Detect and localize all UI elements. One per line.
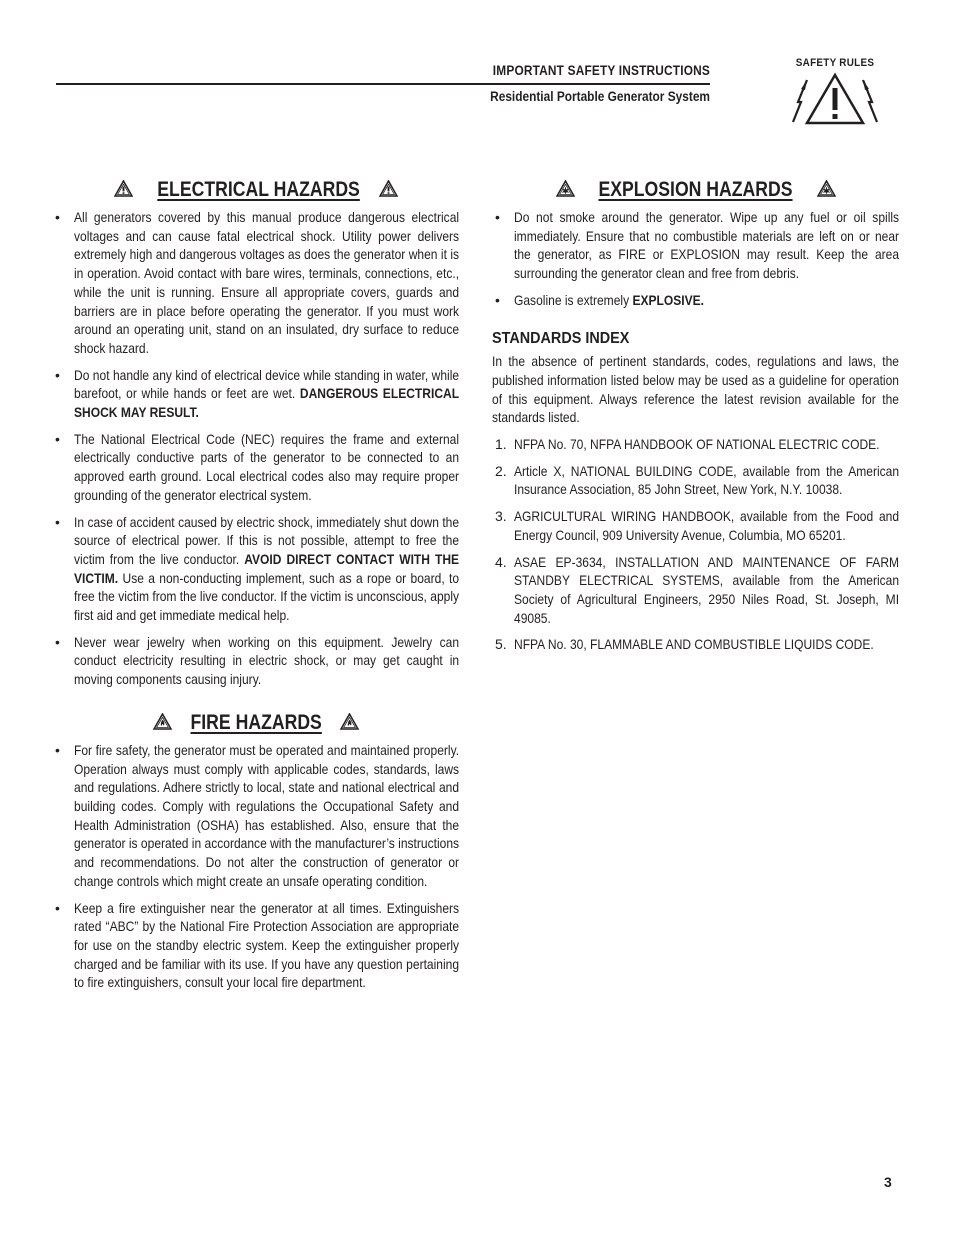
list-item: • Never wear jewelry when working on this equipment. Jewelry can conduct electricity resulting in electric shock, or may get caught in moving components causing injury.: [55, 633, 460, 688]
list-item: • Do not handle any kind of electrical device while standing in water, while barefoot, or while hands or feet are wet. DANGEROUS ELECTRICAL SHOCK MAY RESULT.: [55, 366, 460, 421]
fire-hazards-title: FIRE HAZARDS: [190, 710, 322, 734]
electrical-warning-icon: [791, 72, 879, 126]
fire-hazards-heading: [52, 709, 460, 737]
fire-hazards-list: [52, 741, 460, 992]
warning-triangle-icon: [114, 180, 133, 197]
explosion-warning-icon: [556, 180, 575, 197]
fire-warning-icon: [340, 713, 359, 730]
left-column: [52, 176, 460, 1000]
electrical-hazards-heading: [52, 176, 460, 204]
electrical-hazards-list: [52, 208, 460, 689]
list-item: • Gasoline is extremely EXPLOSIVE.: [495, 291, 705, 308]
warning-triangle-icon: [379, 180, 398, 197]
header-rule: [56, 83, 710, 85]
list-item: 3. AGRICULTURAL WIRING HANDBOOK, available from the Food and Energy Council, 909 University Avenue, Columbia, MO 65201.: [495, 508, 900, 543]
header-subtitle: Residential Portable Generator System: [490, 89, 710, 104]
standards-list: [492, 435, 900, 654]
list-item: • Keep a fire extinguisher near the generator at all times. Extinguishers rated “ABC” by the National Fire Protection Association are appropriate for use on the standby electric system. Keep the extinguisher properly charged and be familiar with its use. If you have any question pertaining to fire extinguishers, consult your local fire department.: [55, 899, 460, 991]
list-item: • In case of accident caused by electric shock, immediately shut down the source of electrical power. If this is not possible, attempt to free the victim from the live conductor. AVOID DIRECT CONTACT WITH THE VICTIM. Use a non-conducting implement, such as a rope or board, to free the victim from the live conductor. If the victim is unconscious, apply first aid and get immediate medical help.: [55, 513, 460, 624]
standards-intro: In the absence of pertinent standards, codes, regulations and laws, the published information listed below may be used as a guideline for operation of this equipment. Always reference the latest revision available for the standards listed.: [492, 353, 900, 426]
explosion-hazards-list: [492, 208, 900, 310]
list-item: • All generators covered by this manual produce dangerous electrical voltages and can cause fatal electrical shock. Utility power delivers extremely high and dangerous voltages as does the generator when it is in operation. Avoid contact with bare wires, terminals, connections, etc., while the unit is running. Ensure all appropriate covers, guards and barriers are in place before operating the generator. If you must work around an operating unit, stand on an insulated, dry surface to reduce shock hazard.: [55, 209, 460, 356]
electrical-hazards-title: ELECTRICAL HAZARDS: [157, 178, 361, 201]
list-item: • For fire safety, the generator must be operated and maintained properly. Operation always must comply with applicable codes, standards, laws and regulations. Adhere strictly to local, state and national electrical and building codes. Comply with regulations the Occupational Safety and Health Administration (OSHA) has established. Also, ensure that the generator is operated in accordance with the manufacturer’s instructions and recommendations. Do not alter the construction of generator or change controls which might create an unsafe operating condition.: [55, 741, 460, 889]
list-item: • The National Electrical Code (NEC) requires the frame and external electrically conductive parts of the generator to be connected to an approved earth ground. Local electrical codes also may require proper grounding of the generator electrical system.: [55, 430, 460, 503]
list-item: 2. Article X, NATIONAL BUILDING CODE, available from the American Insurance Association, 85 John Street, New York, N.Y. 10038.: [495, 462, 900, 498]
list-item: 5. NFPA No. 30, FLAMMABLE AND COMBUSTIBLE LIQUIDS CODE.: [495, 636, 874, 653]
list-item: 1. NFPA No. 70, NFPA HANDBOOK OF NATIONAL ELECTRIC CODE.: [495, 436, 880, 453]
list-item: • Do not smoke around the generator. Wipe up any fuel or oil spills immediately. Ensure that no combustible materials are left on or near the generator, as FIRE or EXPLOSION may result. Keep the area surrounding the generator clean and free from debris.: [495, 209, 900, 282]
explosion-hazards-title: EXPLOSION HAZARDS: [598, 178, 794, 201]
page-number: 3: [884, 1174, 892, 1190]
standards-index-heading: STANDARDS INDEX: [492, 329, 630, 347]
safety-rules-label: SAFETY RULES: [795, 57, 875, 69]
right-column: [492, 176, 900, 662]
fire-warning-icon: [153, 713, 172, 730]
header-title: IMPORTANT SAFETY INSTRUCTIONS: [492, 63, 710, 78]
explosion-hazards-heading: [492, 176, 900, 204]
list-item: 4. ASAE EP-3634, INSTALLATION AND MAINTENANCE OF FARM STANDBY ELECTRICAL SYSTEMS, available from the American Society of Agricultural Engineers, 2950 Niles Road, St. Joseph, MI 49085.: [495, 553, 900, 626]
explosion-warning-icon: [817, 180, 836, 197]
